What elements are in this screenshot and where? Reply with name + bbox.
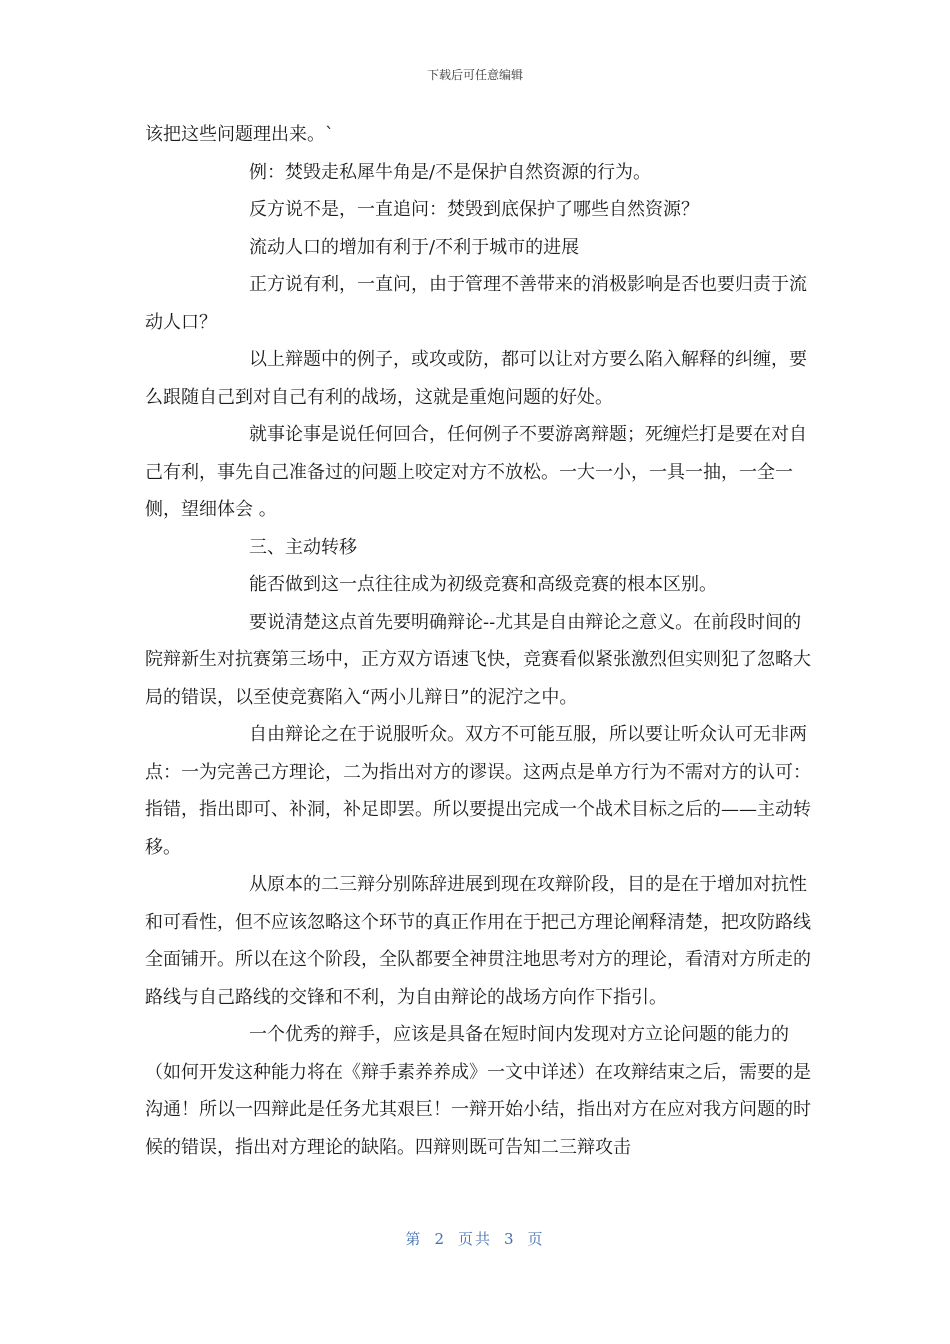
paragraph: 以上辩题中的例子，或攻或防，都可以让对方要么陷入解释的纠缠，要么跟随自己到对自己有利的战场，这就是重炮问题的好处。: [145, 349, 807, 408]
footer-total-pages: 3: [504, 1230, 516, 1248]
document-body: [145, 116, 813, 1166]
paragraph: 该把这些问题理出来。`: [145, 124, 334, 145]
paragraph: 就事论事是说任何回合，任何例子不要游离辩题；死缠烂打是要在对自己有利，事先自己准备过的问题上咬定对方不放松。一大一小，一具一抽，一全一侧，望细体会 。: [145, 424, 807, 520]
paragraph: 自由辩论之在于说服听众。双方不可能互服，所以要让听众认可无非两点：一为完善己方理论，二为指出对方的谬误。这两点是单方行为不需对方的认可：指错，指出即可、补洞，补足即罢。所以要提出完成一个战术目标之后的——主动转移。: [145, 724, 811, 858]
paragraph: 要说清楚这点首先要明确辩论--尤其是自由辩论之意义。在前段时间的院辩新生对抗赛第三场中，正方双方语速飞快，竞赛看似紧张激烈但实则犯了忽略大局的错误，以至使竞赛陷入“两小儿辩日”的泥泞之中。: [145, 611, 811, 708]
paragraph: 正方说有利，一直问，由于管理不善带来的消极影响是否也要归责于流动人口？: [145, 274, 807, 333]
paragraph: 能否做到这一点往往成为初级竞赛和高级竞赛的根本区别。: [249, 574, 717, 595]
footer-middle: 页共: [457, 1230, 492, 1248]
footer-page-number: 2: [434, 1230, 446, 1248]
paragraph: 流动人口的增加有利于/不利于城市的进展: [249, 236, 580, 258]
page-footer: [0, 1228, 950, 1249]
paragraph: 一个优秀的辩手，应该是具备在短时间内发现对方立论问题的能力的（如何开发这种能力将在《辩手素养养成》一文中详述）在攻辩结束之后，需要的是沟通！所以一四辩此是任务尤其艰巨！一辩开始小结，指出对方在应对我方问题的时候的错误，指出对方理论的缺陷。四辩则既可告知二三辩攻击: [145, 1024, 811, 1158]
paragraph: 例：焚毁走私犀牛角是/不是保护自然资源的行为。: [249, 161, 652, 183]
footer-prefix: 第: [405, 1230, 423, 1248]
paragraph: 从原本的二三辩分别陈辞进展到现在攻辩阶段，目的是在于增加对抗性和可看性，但不应该忽略这个环节的真正作用在于把己方理论阐释清楚，把攻防路线全面铺开。所以在这个阶段，全队都要全神贯注地思考对方的理论，看清对方所走的路线与自己路线的交锋和不利，为自由辩论的战场方向作下指引。: [145, 874, 811, 1008]
footer-suffix: 页: [527, 1230, 545, 1248]
page-header: 下载后可任意编辑: [426, 68, 523, 82]
paragraph: 反方说不是，一直追问：焚毁到底保护了哪些自然资源？: [249, 199, 699, 220]
section-heading: 三、主动转移: [249, 536, 357, 558]
